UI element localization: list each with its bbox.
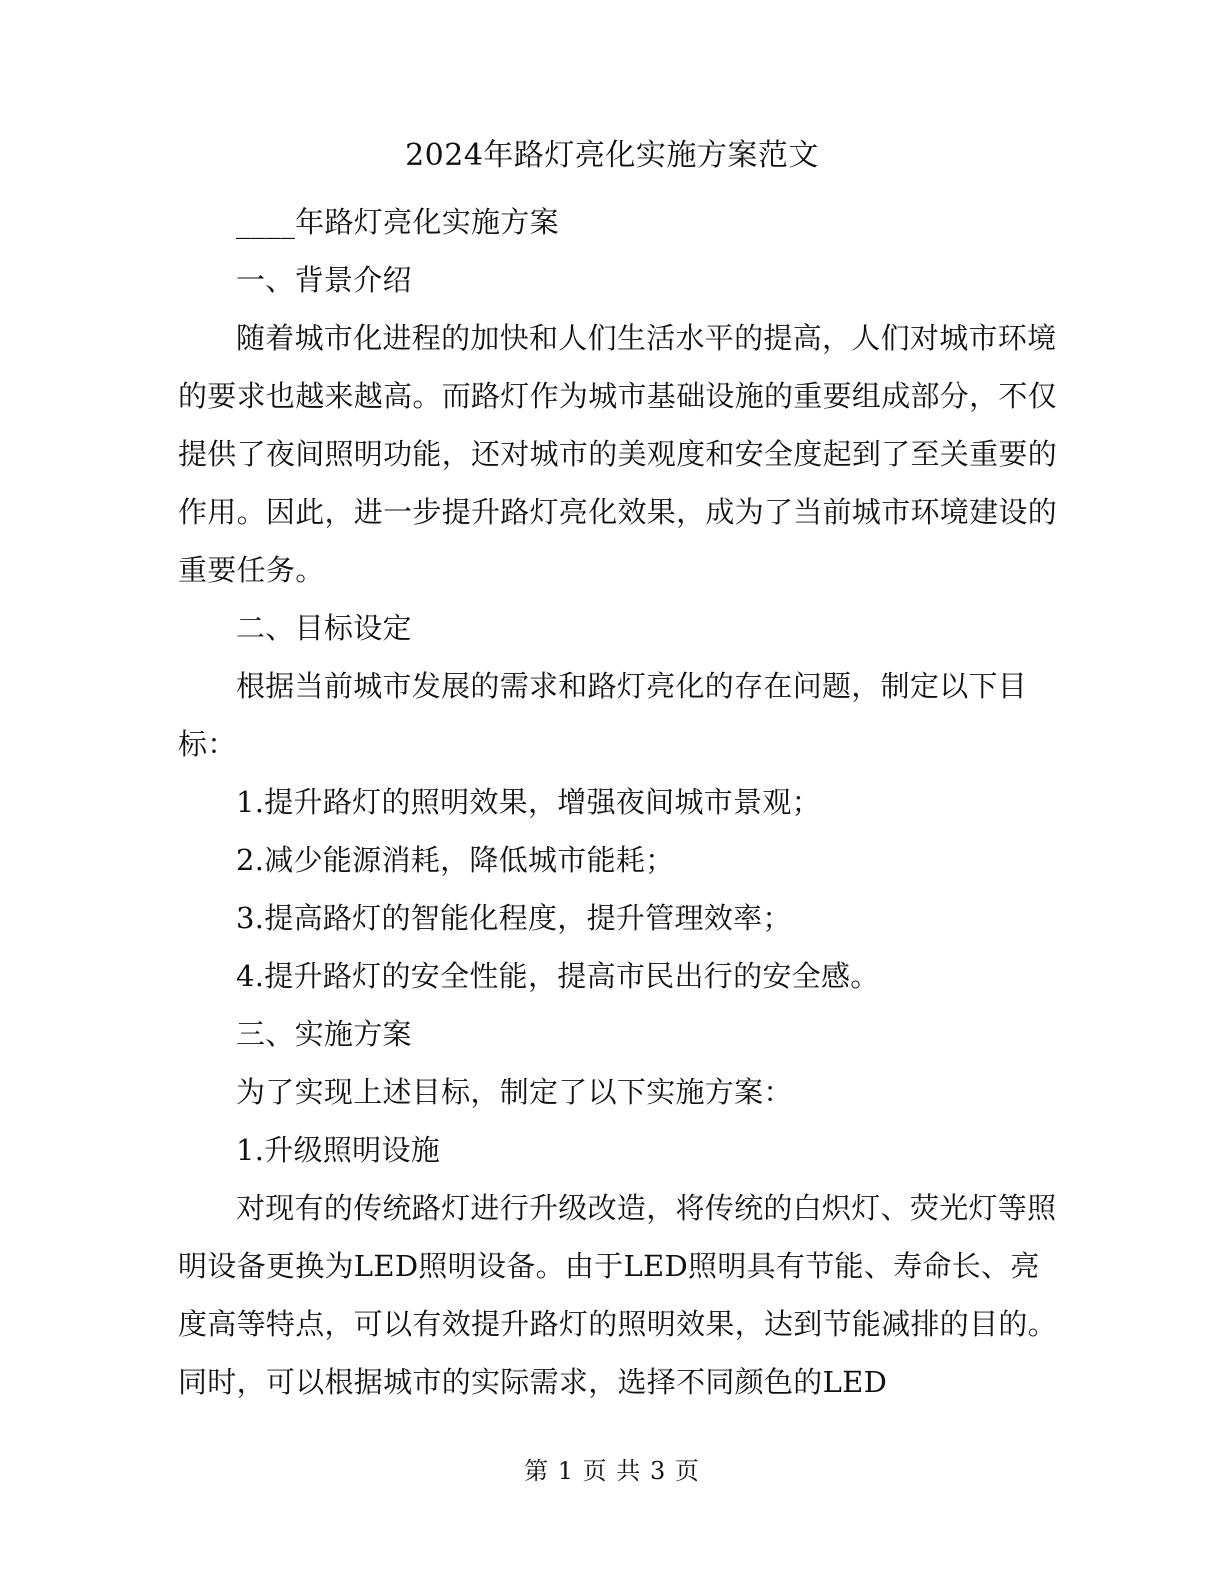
section-heading-plan: 三、实施方案 (236, 1017, 412, 1051)
plan-subheading-1: 1.升级照明设施 (236, 1133, 441, 1167)
section-heading-background: 一、背景介绍 (236, 263, 412, 297)
section-heading-goals: 二、目标设定 (236, 611, 412, 645)
goal-item-2: 2.减少能源消耗，降低城市能耗； (236, 843, 675, 877)
subtitle-paragraph: ____年路灯亮化实施方案 (236, 205, 559, 239)
goal-item-3: 3.提高路灯的智能化程度，提升管理效率； (236, 901, 792, 935)
document-title: 2024年路灯亮化实施方案范文 (405, 138, 819, 173)
background-paragraph: 随着城市化进程的加快和人们生活水平的提高，人们对城市环境的要求也越来越高。而路灯作为城市基础设施的重要组成部分，不仅提供了夜间照明功能，还对城市的美观度和安全度起到了至关重要的作用。因此，进一步提升路灯亮化效果，成为了当前城市环境建设的重要任务。 (178, 321, 1058, 587)
page-footer: 第 1 页 共 3 页 (524, 1457, 700, 1485)
document-body (178, 193, 1058, 1411)
plan-intro-paragraph: 为了实现上述目标，制定了以下实施方案： (236, 1075, 793, 1109)
plan-paragraph-1: 对现有的传统路灯进行升级改造，将传统的白炽灯、荧光灯等照明设备更换为LED照明设备。由于LED照明具有节能、寿命长、亮度高等特点，可以有效提升路灯的照明效果，达到节能减排的目的。同时，可以根据城市的实际需求，选择不同颜色的LED (178, 1191, 1058, 1399)
goal-item-4: 4.提升路灯的安全性能，提高市民出行的安全感。 (236, 959, 880, 993)
goal-item-1: 1.提升路灯的照明效果，增强夜间城市景观； (236, 785, 821, 819)
goals-intro-paragraph: 根据当前城市发展的需求和路灯亮化的存在问题，制定以下目标： (178, 669, 1028, 761)
